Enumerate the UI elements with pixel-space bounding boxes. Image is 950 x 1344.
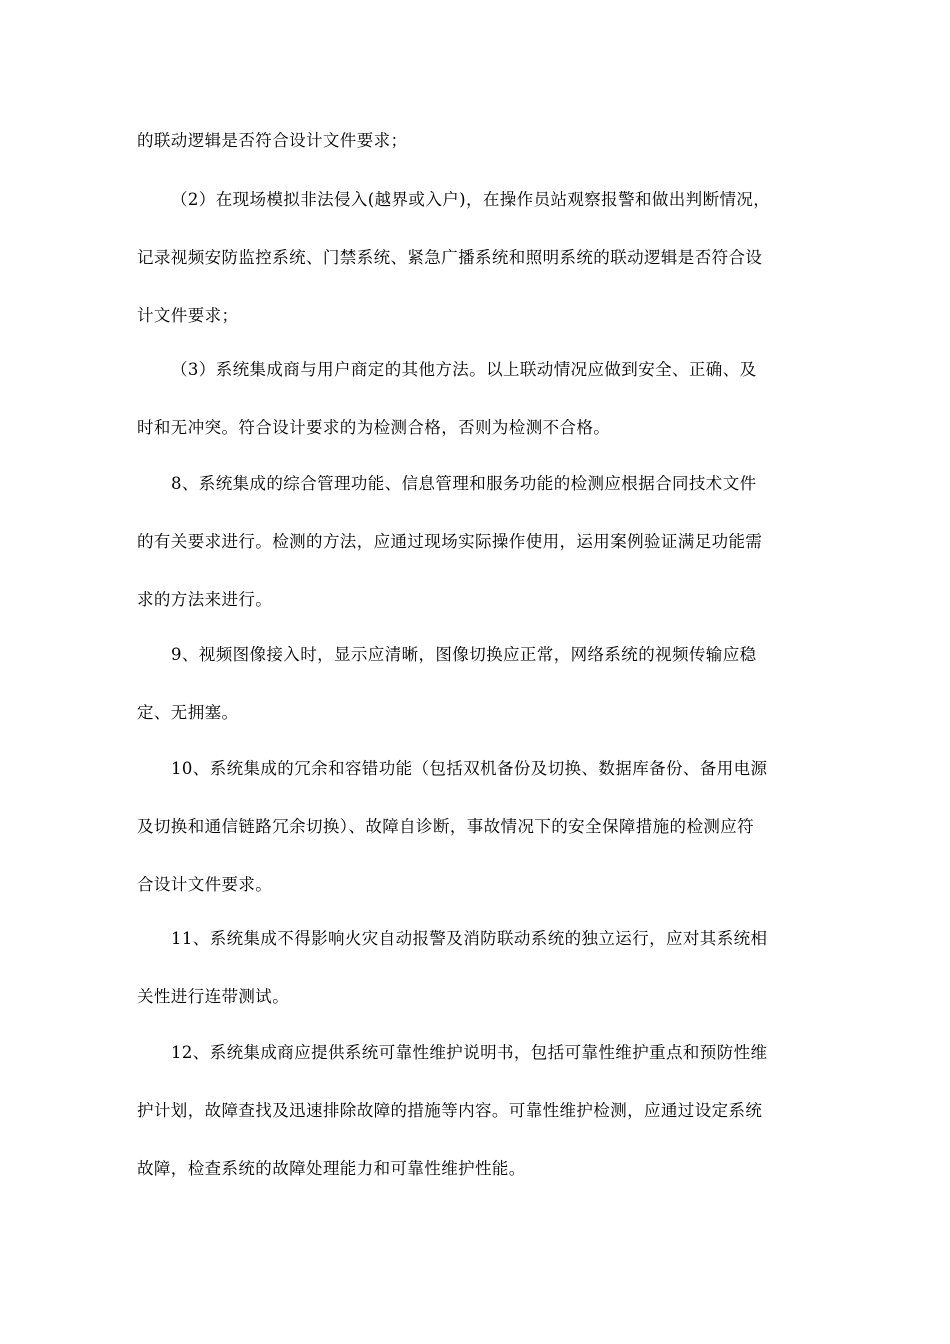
text-line: 故障，检查系统的故障处理能力和可靠性维护性能。 [137,1159,526,1178]
text-line: 12、系统集成商应提供系统可靠性维护说明书，包括可靠性维护重点和预防性维 [171,1043,768,1062]
paragraph-item-2 [137,171,837,345]
text-line: 10、系统集成的冗余和容错功能（包括双机备份及切换、数据库备份、备用电源 [171,759,768,778]
paragraph-item-10 [137,740,837,914]
paragraph-item-11 [137,910,837,1026]
paragraph-item-3 [137,341,837,457]
text-line: （2）在现场模拟非法侵入(越界或入户)，在操作员站观察报警和做出判断情况， [171,190,771,209]
paragraph-continuation [137,112,837,170]
text-line: 11、系统集成不得影响火灾自动报警及消防联动系统的独立运行，应对其系统相 [171,929,768,948]
text-line: 关性进行连带测试。 [137,987,290,1006]
text-line: 护计划，故障查找及迅速排除故障的措施等内容。可靠性维护检测，应通过设定系统 [137,1101,763,1120]
text-line: 8、系统集成的综合管理功能、信息管理和服务功能的检测应根据合同技术文件 [171,474,757,493]
text-line: 的联动逻辑是否符合设计文件要求； [137,131,408,150]
text-line: （3）系统集成商与用户商定的其他方法。以上联动情况应做到安全、正确、及 [171,360,757,379]
text-line: 求的方法来进行。 [137,590,273,609]
text-line: 的有关要求进行。检测的方法，应通过现场实际操作使用，运用案例验证满足功能需 [137,532,763,551]
text-line: 9、视频图像接入时，显示应清晰，图像切换应正常，网络系统的视频传输应稳 [171,645,757,664]
text-line: 定、无拥塞。 [137,703,239,722]
paragraph-item-9 [137,626,837,742]
text-line: 及切换和通信链路冗余切换）、故障自诊断，事故情况下的安全保障措施的检测应符 [137,817,755,836]
text-line: 合设计文件要求。 [137,875,273,894]
paragraph-item-8 [137,455,837,629]
text-line: 计文件要求； [137,306,239,325]
paragraph-item-12 [137,1024,837,1198]
text-line: 时和无冲突。符合设计要求的为检测合格，否则为检测不合格。 [137,418,611,437]
text-line: 记录视频安防监控系统、门禁系统、紧急广播系统和照明系统的联动逻辑是否符合设 [137,248,763,267]
